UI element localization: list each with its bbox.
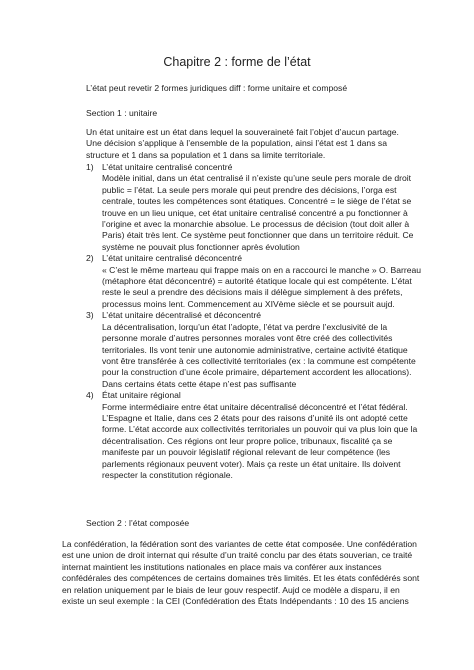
list-item-body: La décentralisation, lorqu’un état l’adopte, l’état va perdre l’exclusivité de la personne morale d’autres personnes morales vont être créé des collectivités territoriales. Ils vont tenir une autonomie administrative, certaine activité étatique vont être transférée à ces collectivité territoriales (ex : la commune est compétente pour la construction d’une école primaire, département accordent les allocations). Dans certains états cette étape n’est pas suffisante	[102, 321, 416, 389]
list-item	[86, 253, 422, 310]
section-1-heading: Section 1 : unitaire	[86, 108, 158, 118]
intro-paragraph: L’état peut revetir 2 formes juridiques diff : forme unitaire et composé	[86, 83, 348, 93]
section-2-heading: Section 2 : l’état composée	[86, 518, 190, 528]
list-item	[86, 390, 422, 481]
list-item-number: 4)	[86, 390, 94, 401]
page-title: Chapitre 2 : forme de l’état	[163, 55, 311, 69]
list-item	[86, 310, 422, 390]
list-item-number: 1)	[86, 162, 94, 172]
list-item-body: Modèle initial, dans un état centralisé il n’existe qu’une seule pers morale de droit public = l’état. La seule pers morale qui peut prendre des décisions, l’orga est centrale, toutes les compétences sont étatiques. Concentré = le siège de l’état se trouve en un lieu unique, cet état unitaire centralisé concentré a pu fonctionner à l’origine et avec la monarchie absolue. Le processus de décision (tout doit aller à Paris) était très lent. Ce système peut fonctionner que dans un territoire réduit. Ce système ne pouvait plus fonctionner après évolution	[102, 173, 414, 252]
section-1-lead-paragraph: Un état unitaire est un état dans lequel la souveraineté fait l’objet d’aucun partage. Une décision s’applique à l’ensemble de la population, ainsi l’état est 1 dans sa structure et 1 dans sa population et 1 dans sa limite territoriale.	[86, 127, 399, 160]
list-item-title: L’état unitaire centralisé déconcentré	[102, 253, 242, 264]
unitary-state-forms-list	[86, 162, 422, 481]
list-item-body: « C’est le même marteau qui frappe mais on en a raccourci le manche » O. Barreau (métaphore état déconcentré) = autorité étatique locale qui est compétente. L’état reste le seul a prendre des décisions mais il délègue simplement à des préfets, processus moins lent. Commencement au XIVème siècle et se poursuit aujd.	[102, 264, 422, 309]
list-item-title: L’état unitaire décentralisé et déconcentré	[102, 310, 262, 321]
list-item-number: 3)	[86, 310, 94, 321]
list-item	[86, 162, 422, 253]
list-item-title: État unitaire régional	[102, 390, 181, 401]
list-item-number: 2)	[86, 253, 94, 264]
list-item-body: Forme intermédiaire entre état unitaire décentralisé déconcentré et l’état fédéral. L’Espagne et Italie, dans ces 2 états pour des raisons d’unité ils ont adopté cette forme. L’état accorde aux collectivités territoriales un pouvoir qui va plus loin que la décentralisation. Ces régions ont leur propre police, tribunaux, fiscalité ça se manifeste par un pouvoir législatif régional relevant de leur compétence (les parlements régionaux peuvent voter). Mais ça reste un état unitaire. Ils doivent respecter la constitution régionale.	[102, 401, 418, 480]
section-2-paragraph: La confédération, la fédération sont des variantes de cette état composée. Une confédération est une union de droit internat qui résulte d’un traité conclu par des états souverian, ce traité internat maintient les institutions nationales en place mais va conférer aux instances confédérales des compétences de certains domaines très limités. Et les états confédérés sont en relation uniquement par le biais de leur gouv respectif. Aujd ce modèle a disparu, il en existe un seul exemple : la CEI (Confédération des États Indépendants : 10 des 15 anciens	[62, 539, 420, 607]
list-item-title: L’état unitaire centralisé concentré	[102, 162, 233, 172]
